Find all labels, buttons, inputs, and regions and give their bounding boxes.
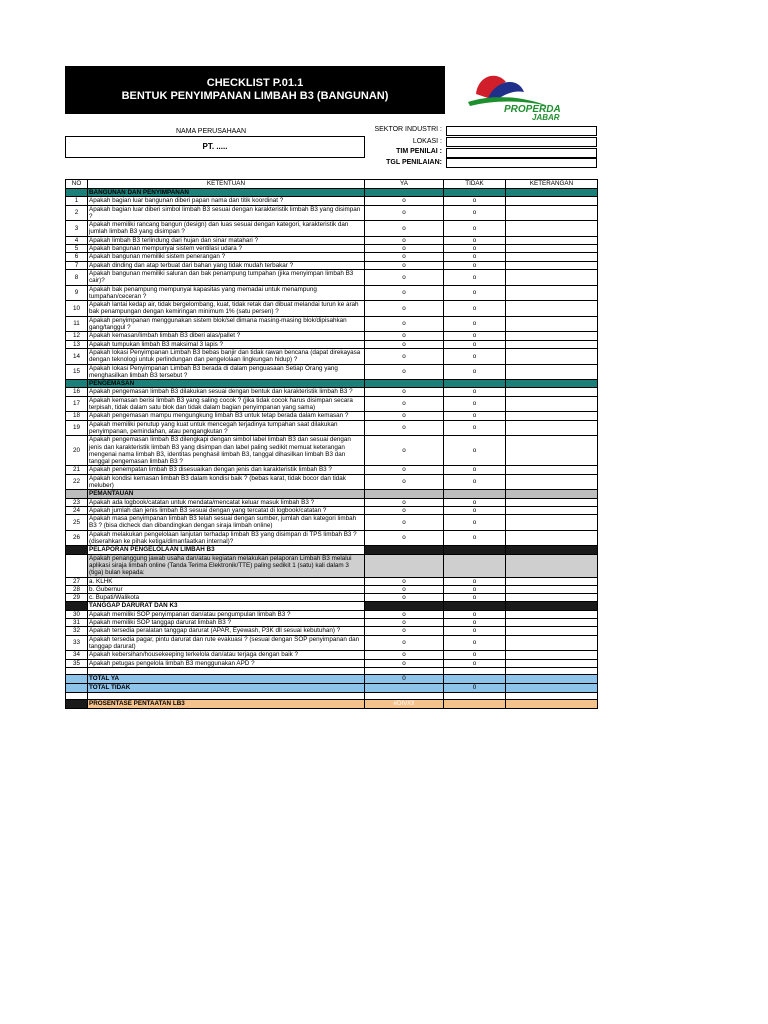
row-question: c. Bupati/Walikota <box>88 594 365 602</box>
row-number: 15 <box>66 364 88 380</box>
ya-radio[interactable]: o <box>365 651 444 659</box>
section-fill-cell <box>506 189 598 197</box>
table-row <box>66 412 598 420</box>
section-fill-cell <box>365 602 444 610</box>
col-tidak: TIDAK <box>444 180 506 189</box>
keterangan-cell[interactable] <box>506 412 598 420</box>
keterangan-cell[interactable] <box>506 585 598 593</box>
table-row <box>66 515 598 531</box>
company-name-field[interactable]: PT. ..... <box>65 136 365 158</box>
table-row <box>66 269 598 285</box>
ya-radio[interactable]: o <box>365 301 444 317</box>
table-row <box>66 436 598 466</box>
row-question: Apakah lokasi Penyimpanan Limbah B3 bebas banjir dan tidak rawan bencana (dapat direkayasa dengan teknologi untuk perlindungan dan pengelolaan lingkungan hidup) ? <box>88 348 365 364</box>
row-question: Apakah penyimpanan menggunakan sistem blok/sel dimana masing-masing blok/dipisahkan gang/tanggul ? <box>88 316 365 332</box>
ya-radio[interactable]: o <box>365 466 444 474</box>
tidak-radio[interactable]: o <box>444 474 506 490</box>
total-tidak-value: 0 <box>444 683 506 692</box>
section-header <box>66 189 598 197</box>
ya-radio[interactable]: o <box>365 610 444 618</box>
keterangan-cell[interactable] <box>506 594 598 602</box>
row-question: Apakah ada logbook/catatan untuk mendata/mencatat keluar masuk limbah B3 ? <box>88 498 365 506</box>
table-row <box>66 197 598 205</box>
tidak-radio[interactable]: o <box>444 285 506 301</box>
row-number: 29 <box>66 594 88 602</box>
row-question: Apakah tersedia peralatan tanggap darurat (APAR, Eyewash, P3K dll sesuai kebutuhan) ? <box>88 627 365 635</box>
tidak-radio[interactable]: o <box>444 515 506 531</box>
tidak-radio[interactable]: o <box>444 236 506 244</box>
row-question: Apakah kebersihan/housekeeping terkelola dan/atau terjaga dengan baik ? <box>88 651 365 659</box>
intro-no-cell <box>66 554 88 577</box>
row-question: Apakah lantai kedap air, tidak bergelombang, kuat, tidak retak dan dibuat melandai turun ke arah bak penampungan dengan kemiringan minimum 1% (satu persen) ? <box>88 301 365 317</box>
table-row <box>66 498 598 506</box>
tidak-radio[interactable]: o <box>444 221 506 237</box>
table-row <box>66 236 598 244</box>
tidak-radio[interactable]: o <box>444 364 506 380</box>
row-question: b. Gubernur <box>88 585 365 593</box>
row-number: 31 <box>66 619 88 627</box>
keterangan-cell[interactable] <box>506 301 598 317</box>
row-question: Apakah jumlah dan jenis limbah B3 sesuai dengan yang tercatat di logbook/catatan ? <box>88 506 365 514</box>
row-number: 6 <box>66 253 88 261</box>
table-row <box>66 221 598 237</box>
table-row <box>66 364 598 380</box>
ya-radio[interactable]: o <box>365 627 444 635</box>
doc-subtitle: BENTUK PENYIMPANAN LIMBAH B3 (BANGUNAN) <box>121 90 389 102</box>
tidak-radio[interactable]: o <box>444 635 506 651</box>
keterangan-cell[interactable] <box>506 348 598 364</box>
ya-radio[interactable]: o <box>365 412 444 420</box>
section-no-cell <box>66 189 88 197</box>
keterangan-cell[interactable] <box>506 197 598 205</box>
row-question: Apakah memiliki rancang bangun (design) dan luas sesuai dengan kategori, karakteristik dan jumlah limbah B3 yang disimpan ? <box>88 221 365 237</box>
intro-fill-cell <box>444 554 506 577</box>
row-number: 19 <box>66 420 88 436</box>
table-row <box>66 316 598 332</box>
keterangan-cell[interactable] <box>506 261 598 269</box>
tidak-radio[interactable]: o <box>444 412 506 420</box>
tidak-radio[interactable]: o <box>444 627 506 635</box>
section-header <box>66 602 598 610</box>
row-number: 1 <box>66 197 88 205</box>
tidak-radio[interactable]: o <box>444 348 506 364</box>
row-number: 5 <box>66 245 88 253</box>
keterangan-cell[interactable] <box>506 332 598 340</box>
row-number: 25 <box>66 515 88 531</box>
tidak-radio[interactable]: o <box>444 498 506 506</box>
totals-body <box>66 667 598 708</box>
tidak-radio[interactable]: o <box>444 245 506 253</box>
section-fill-cell <box>444 602 506 610</box>
tidak-radio[interactable]: o <box>444 301 506 317</box>
col-no: NO <box>66 180 88 189</box>
col-keterangan: KETERANGAN <box>506 180 598 189</box>
ya-radio[interactable]: o <box>365 348 444 364</box>
tidak-radio[interactable]: o <box>444 253 506 261</box>
table-row <box>66 627 598 635</box>
row-number: 10 <box>66 301 88 317</box>
keterangan-cell[interactable] <box>506 436 598 466</box>
row-number: 12 <box>66 332 88 340</box>
table-row <box>66 474 598 490</box>
checklist-body <box>66 189 598 668</box>
ya-radio[interactable]: o <box>365 635 444 651</box>
prosentase-row <box>66 699 598 708</box>
ya-radio[interactable]: o <box>365 245 444 253</box>
keterangan-cell[interactable] <box>506 635 598 651</box>
section-no-cell <box>66 602 88 610</box>
ya-radio[interactable]: o <box>365 340 444 348</box>
table-row <box>66 530 598 546</box>
row-question: Apakah kemasan/limbah limbah B3 diberi alas/pallet ? <box>88 332 365 340</box>
row-number: 13 <box>66 340 88 348</box>
keterangan-cell[interactable] <box>506 466 598 474</box>
table-row <box>66 301 598 317</box>
ya-radio[interactable]: o <box>365 515 444 531</box>
total-tidak-label: TOTAL TIDAK <box>88 683 365 692</box>
ya-radio[interactable]: o <box>365 396 444 412</box>
company-name-label: NAMA PERUSAHAAN <box>176 128 247 135</box>
tgl-penilaian-field[interactable] <box>446 158 597 168</box>
row-question: Apakah tersedia pagar, pintu darurat dan rute evakuasi ? (sesuai dengan SOP penyimpanan dan tanggap darurat) <box>88 635 365 651</box>
section-title: TANGGAP DARURAT DAN K3 <box>88 602 365 610</box>
row-number: 17 <box>66 396 88 412</box>
keterangan-cell[interactable] <box>506 221 598 237</box>
ya-radio[interactable]: o <box>365 498 444 506</box>
row-number: 28 <box>66 585 88 593</box>
row-number: 11 <box>66 316 88 332</box>
total-ya-value: 0 <box>365 674 444 683</box>
table-row <box>66 396 598 412</box>
row-question: Apakah bagian luar bangunan diberi papan nama dan titik koordinat ? <box>88 197 365 205</box>
table-row <box>66 261 598 269</box>
keterangan-cell[interactable] <box>506 269 598 285</box>
prosentase-label: PROSENTASE PENTAATAN LB3 <box>88 699 365 708</box>
table-row <box>66 466 598 474</box>
tidak-radio[interactable]: o <box>444 594 506 602</box>
row-number: 23 <box>66 498 88 506</box>
ya-radio[interactable]: o <box>365 221 444 237</box>
table-row <box>66 348 598 364</box>
row-question: Apakah memiliki SOP tanggap darurat limbah B3 ? <box>88 619 365 627</box>
ya-radio[interactable]: o <box>365 332 444 340</box>
section-title: PENGEMASAN <box>88 380 365 388</box>
tidak-radio[interactable]: o <box>444 466 506 474</box>
table-row <box>66 205 598 221</box>
sektor-field[interactable] <box>446 126 597 136</box>
row-question: Apakah petugas pengelola limbah B3 menggunakan APD ? <box>88 659 365 667</box>
section-fill-cell <box>365 490 444 498</box>
keterangan-cell[interactable] <box>506 474 598 490</box>
row-question: Apakah memiliki SOP penyimpanan dan/atau pengumpulan limbah B3 ? <box>88 610 365 618</box>
section-fill-cell <box>444 189 506 197</box>
tidak-radio[interactable]: o <box>444 619 506 627</box>
keterangan-cell[interactable] <box>506 245 598 253</box>
row-question: Apakah memiliki penutup yang kuat untuk mencegah terjadinya tumpahan saat dilakukan penyimpanan, pemindahan, atau pengangkutan ? <box>88 420 365 436</box>
row-question: Apakah masa penyimpanan limbah B3 telah sesuai dengan sumber, jumlah dan kategori limbah B3 ? (bisa dicheck dan dibandingkan dengan siraja limbah online) <box>88 515 365 531</box>
ya-radio[interactable]: o <box>365 205 444 221</box>
keterangan-cell[interactable] <box>506 396 598 412</box>
row-number: 16 <box>66 388 88 396</box>
row-question: Apakah bagian luar diberi simbol limbah B3 sesuai dengan karakteristik limbah B3 yang disimpan ? <box>88 205 365 221</box>
row-number: 4 <box>66 236 88 244</box>
row-number: 7 <box>66 261 88 269</box>
section-fill-cell <box>506 380 598 388</box>
ya-radio[interactable]: o <box>365 253 444 261</box>
section-no-cell <box>66 380 88 388</box>
sektor-label: SEKTOR INDUSTRI : <box>374 126 442 133</box>
table-row <box>66 577 598 585</box>
keterangan-cell[interactable] <box>506 530 598 546</box>
keterangan-cell[interactable] <box>506 340 598 348</box>
keterangan-cell[interactable] <box>506 659 598 667</box>
ya-radio[interactable]: o <box>365 474 444 490</box>
section-fill-cell <box>365 380 444 388</box>
row-number: 35 <box>66 659 88 667</box>
section-fill-cell <box>365 546 444 554</box>
row-question: Apakah bak penampung mempunyai kapasitas yang memadai untuk menampung tumpahan/ceceran ? <box>88 285 365 301</box>
intro-text: Apakah penanggung jawab usaha dan/atau kegiatan melakukan pelaporan Limbah B3 melalui aplikasi siraja limbah online (Tanda Terima Elektronik/TTE) paling sedikit 1 (satu) kali dalam 3 (tiga) bulan kepada: <box>88 554 365 577</box>
tidak-radio[interactable]: o <box>444 205 506 221</box>
keterangan-cell[interactable] <box>506 610 598 618</box>
table-row <box>66 388 598 396</box>
row-question: a. KLHK <box>88 577 365 585</box>
ya-radio[interactable]: o <box>365 364 444 380</box>
keterangan-cell[interactable] <box>506 498 598 506</box>
total-tidak-row <box>66 683 598 692</box>
row-number: 27 <box>66 577 88 585</box>
table-header <box>66 180 598 189</box>
row-number: 9 <box>66 285 88 301</box>
row-question: Apakah bangunan memiliki sistem penerangan ? <box>88 253 365 261</box>
tidak-radio[interactable]: o <box>444 332 506 340</box>
tidak-radio[interactable]: o <box>444 420 506 436</box>
row-question: Apakah bangunan mempunyai sistem ventilasi udara ? <box>88 245 365 253</box>
table-row <box>66 285 598 301</box>
tidak-radio[interactable]: o <box>444 610 506 618</box>
keterangan-cell[interactable] <box>506 388 598 396</box>
row-number: 20 <box>66 436 88 466</box>
row-number: 3 <box>66 221 88 237</box>
tidak-radio[interactable]: o <box>444 396 506 412</box>
row-number: 26 <box>66 530 88 546</box>
row-question: Apakah melakukan pengelolaan lanjutan terhadap limbah B3 yang disimpan di TPS limbah B3 ? (diserahkan ke pihak ketiga/dimanfaatkan internal)? <box>88 530 365 546</box>
tidak-radio[interactable]: o <box>444 340 506 348</box>
row-question: Apakah penempatan limbah B3 disesuaikan dengan jenis dan karakteristik limbah B3 ? <box>88 466 365 474</box>
table-row <box>66 594 598 602</box>
row-question: Apakah pengemasan mampu mengungkung limbah B3 untuk tetap berada dalam kemasan ? <box>88 412 365 420</box>
col-ketentuan: KETENTUAN <box>88 180 365 189</box>
doc-title: CHECKLIST P.01.1 <box>206 77 304 89</box>
tidak-radio[interactable]: o <box>444 388 506 396</box>
ya-radio[interactable]: o <box>365 530 444 546</box>
keterangan-cell[interactable] <box>506 205 598 221</box>
col-ya: YA <box>365 180 444 189</box>
section-fill-cell <box>444 490 506 498</box>
tidak-radio[interactable]: o <box>444 530 506 546</box>
section-fill-cell <box>365 189 444 197</box>
table-row <box>66 585 598 593</box>
row-number: 33 <box>66 635 88 651</box>
table-row <box>66 332 598 340</box>
ya-radio[interactable]: o <box>365 619 444 627</box>
tidak-radio[interactable]: o <box>444 651 506 659</box>
table-row <box>66 651 598 659</box>
ya-radio[interactable]: o <box>365 285 444 301</box>
section-no-cell <box>66 546 88 554</box>
tidak-radio[interactable]: o <box>444 436 506 466</box>
keterangan-cell[interactable] <box>506 236 598 244</box>
total-ya-row <box>66 674 598 683</box>
keterangan-cell[interactable] <box>506 506 598 514</box>
row-number: 34 <box>66 651 88 659</box>
keterangan-cell[interactable] <box>506 253 598 261</box>
ya-radio[interactable]: o <box>365 261 444 269</box>
tidak-radio[interactable]: o <box>444 269 506 285</box>
ya-radio[interactable]: o <box>365 436 444 466</box>
tidak-radio[interactable]: o <box>444 506 506 514</box>
row-question: Apakah lokasi Penyimpanan Limbah B3 berada di dalam penguasaan Setiap Orang yang menghasilkan limbah B3 tersebut ? <box>88 364 365 380</box>
ya-radio[interactable]: o <box>365 577 444 585</box>
spacer-row <box>66 667 598 674</box>
title-banner <box>65 66 445 114</box>
row-question: Apakah pengemasan limbah B3 dilakukan sesuai dengan bentuk dan karakteristik limbah B3 ? <box>88 388 365 396</box>
intro-row <box>66 554 598 577</box>
ya-radio[interactable]: o <box>365 197 444 205</box>
table-row <box>66 340 598 348</box>
keterangan-cell[interactable] <box>506 515 598 531</box>
row-question: Apakah kemasan berisi limbah B3 yang saling cocok ? (jika tidak cocok harus disimpan secara terpisah, tidak dalam satu blok dan tidak dalam bagian penyimpanan yang sama) <box>88 396 365 412</box>
ya-radio[interactable]: o <box>365 236 444 244</box>
keterangan-cell[interactable] <box>506 651 598 659</box>
tidak-radio[interactable]: o <box>444 659 506 667</box>
row-number: 8 <box>66 269 88 285</box>
table-row <box>66 245 598 253</box>
keterangan-cell[interactable] <box>506 420 598 436</box>
logo-text-jabar: JABAR <box>532 113 560 122</box>
row-number: 18 <box>66 412 88 420</box>
row-question: Apakah kondisi kemasan limbah B3 dalam kondisi baik ? (bebas karat, tidak bocor dan tidak meluber) <box>88 474 365 490</box>
tidak-radio[interactable]: o <box>444 585 506 593</box>
row-number: 2 <box>66 205 88 221</box>
section-title: PELAPORAN PENGELOLAAN LIMBAH B3 <box>88 546 365 554</box>
tim-penilai-label: TIM PENILAI : <box>396 148 442 155</box>
prosentase-value: #DIV/0! <box>365 699 444 708</box>
table-row <box>66 619 598 627</box>
section-fill-cell <box>506 546 598 554</box>
section-header <box>66 546 598 554</box>
logo-text-properda: PROPERDA <box>504 104 561 115</box>
ya-radio[interactable]: o <box>365 659 444 667</box>
table-row <box>66 635 598 651</box>
spacer-row <box>66 692 598 699</box>
ya-radio[interactable]: o <box>365 316 444 332</box>
section-header <box>66 490 598 498</box>
section-fill-cell <box>506 602 598 610</box>
section-title: BANGUNAN DAN PENYIMPANAN <box>88 189 365 197</box>
intro-fill-cell <box>506 554 598 577</box>
row-question: Apakah bangunan memiliki saluran dan bak penampung tumpahan (jika menyimpan limbah B3 cair)? <box>88 269 365 285</box>
section-fill-cell <box>506 490 598 498</box>
table-row <box>66 659 598 667</box>
row-question: Apakah pengemasan limbah B3 dilengkapi dengan simbol label limbah B3 dan sesuai dengan jenis dan karakteristik limbah B3 yang disimpan dan label paling sedikit memuat keterangan mengenai nama limbah B3, identitas penghasil limbah B3, tanggal dihasilkan limbah B3 dan tanggal pengemasan limbah B3 ? <box>88 436 365 466</box>
section-title: PEMANTAUAN <box>88 490 365 498</box>
keterangan-cell[interactable] <box>506 285 598 301</box>
keterangan-cell[interactable] <box>506 627 598 635</box>
row-number: 22 <box>66 474 88 490</box>
section-fill-cell <box>444 546 506 554</box>
total-ya-label: TOTAL YA <box>88 674 365 683</box>
table-row <box>66 506 598 514</box>
ya-radio[interactable]: o <box>365 269 444 285</box>
table-row <box>66 253 598 261</box>
row-number: 24 <box>66 506 88 514</box>
row-number: 21 <box>66 466 88 474</box>
lokasi-field[interactable] <box>446 137 597 147</box>
row-question: Apakah limbah B3 terlindung dari hujan dan sinar matahari ? <box>88 236 365 244</box>
table-row <box>66 420 598 436</box>
ya-radio[interactable]: o <box>365 420 444 436</box>
tidak-radio[interactable]: o <box>444 197 506 205</box>
lokasi-label: LOKASI : <box>412 138 442 145</box>
tidak-radio[interactable]: o <box>444 316 506 332</box>
table-row <box>66 610 598 618</box>
row-number: 32 <box>66 627 88 635</box>
keterangan-cell[interactable] <box>506 316 598 332</box>
section-fill-cell <box>444 380 506 388</box>
intro-fill-cell <box>365 554 444 577</box>
keterangan-cell[interactable] <box>506 577 598 585</box>
checklist-table <box>65 179 598 709</box>
section-header <box>66 380 598 388</box>
ya-radio[interactable]: o <box>365 506 444 514</box>
row-number: 14 <box>66 348 88 364</box>
tidak-radio[interactable]: o <box>444 261 506 269</box>
tidak-radio[interactable]: o <box>444 577 506 585</box>
properda-logo <box>462 66 582 122</box>
row-number: 30 <box>66 610 88 618</box>
keterangan-cell[interactable] <box>506 619 598 627</box>
keterangan-cell[interactable] <box>506 364 598 380</box>
tgl-penilaian-label: TGL PENILAIAN: <box>386 159 442 166</box>
ya-radio[interactable]: o <box>365 594 444 602</box>
ya-radio[interactable]: o <box>365 388 444 396</box>
row-question: Apakah dinding dan atap terbuat dari bahan yang tidak mudah terbakar ? <box>88 261 365 269</box>
row-question: Apakah tumpukan limbah B3 maksimal 3 lapis ? <box>88 340 365 348</box>
tim-penilai-field[interactable] <box>446 148 597 158</box>
ya-radio[interactable]: o <box>365 585 444 593</box>
section-no-cell <box>66 490 88 498</box>
